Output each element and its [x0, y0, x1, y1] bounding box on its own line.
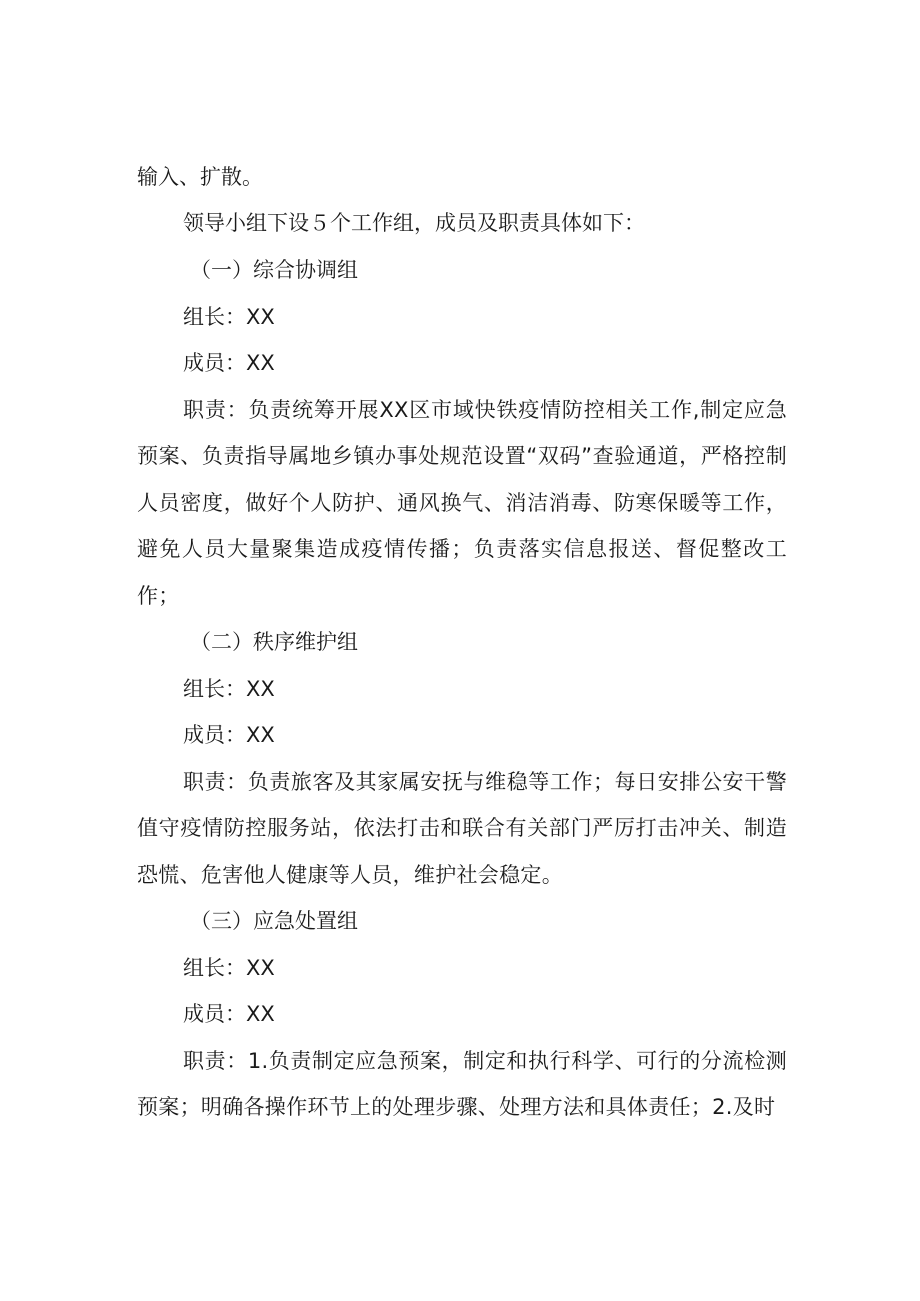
- group-3-members: 成员：XX: [183, 1002, 275, 1026]
- group-3-duty: 职责：1.负责制定应急预案，制定和执行科学、可行的分流检测预案；明确各操作环节上的处理步骤、处理方法和具体责任；2.及时: [137, 1049, 787, 1120]
- intro-tail-text: 输入、扩散。: [137, 165, 263, 189]
- intro-paragraph: 领导小组下设５个工作组，成员及职责具体如下：: [183, 211, 645, 235]
- group-2-duty: 职责：负责旅客及其家属安抚与维稳等工作；每日安排公安干警值守疫情防控服务站，依法打击和联合有关部门严厉打击冲关、制造恐慌、危害他人健康等人员，维护社会稳定。: [137, 770, 787, 887]
- group-1-duty: 职责：负责统筹开展XX区市域快铁疫情防控相关工作,制定应急预案、负责指导属地乡镇办事处规范设置“双码”查验通道，严格控制人员密度，做好个人防护、通风换气、消洁消毒、防寒保暖等工作，避免人员大量聚集造成疫情传播；负责落实信息报送、督促整改工作；: [137, 398, 787, 608]
- group-3-leader: 组长：XX: [183, 956, 275, 980]
- group-2-heading: （二）秩序维护组: [190, 630, 358, 654]
- group-1-leader: 组长：XX: [183, 305, 275, 329]
- group-2-leader: 组长：XX: [183, 677, 275, 701]
- group-2-members: 成员：XX: [183, 723, 275, 747]
- group-1-heading: （一）综合协调组: [190, 258, 358, 282]
- group-3-heading: （三）应急处置组: [190, 909, 358, 933]
- group-1-members: 成员：XX: [183, 351, 275, 375]
